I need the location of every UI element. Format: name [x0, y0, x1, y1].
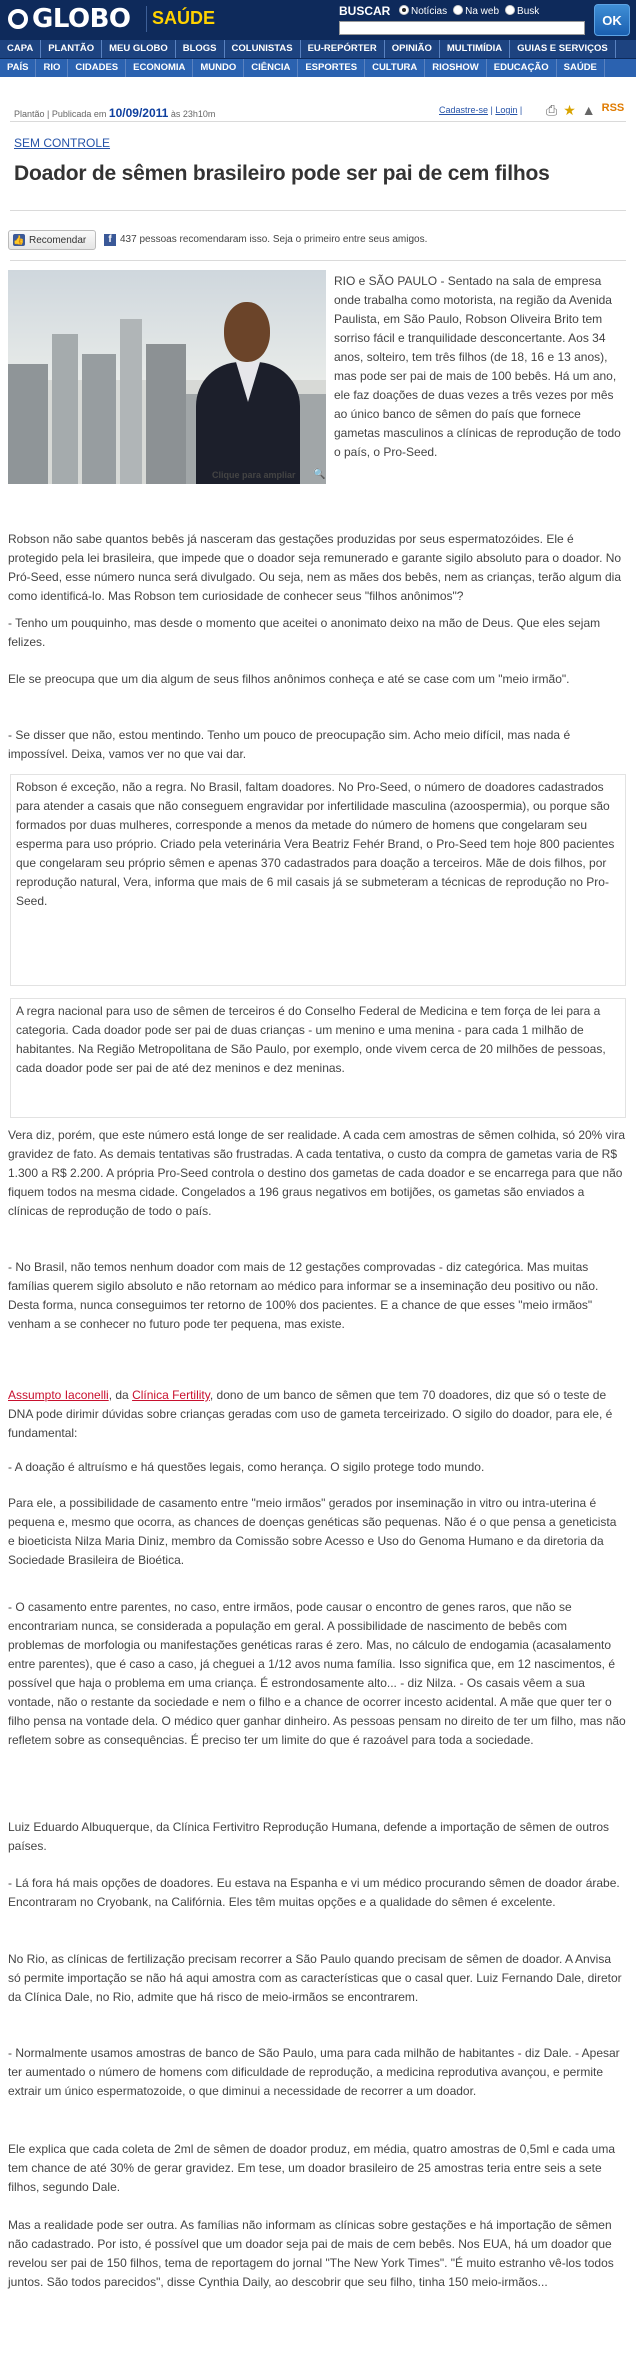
share-icon[interactable]: ▲ — [581, 102, 596, 118]
search-option-busk[interactable]: Busk — [505, 5, 539, 17]
publish-time: às 23h10m — [170, 109, 216, 119]
radio-icon[interactable] — [453, 5, 463, 15]
section-name[interactable]: SAÚDE — [152, 8, 216, 28]
radio-checked-icon[interactable] — [399, 5, 409, 15]
nav-item-ciencia[interactable]: CIÊNCIA — [244, 59, 298, 77]
nav-item-pais[interactable]: PAÍS — [0, 59, 36, 77]
article-kicker[interactable]: SEM CONTROLE — [14, 136, 111, 150]
assumpto-link[interactable]: Assumpto Iaconelli — [8, 1388, 109, 1402]
search-options — [399, 5, 539, 17]
favorite-star-icon[interactable]: ★ — [563, 102, 576, 118]
divider — [10, 121, 626, 122]
body-paragraph: No Rio, as clínicas de fertilização precisam recorrer a São Paulo quando precisam de sêmen de doador. A Anvisa só permite importação se não há aqui amostra com as características que o casal quer. Luiz Fernando Dale, diretor da Clínica Dale, no Rio, admite que há risco de meio-irmãos se encontrarem. — [8, 1952, 622, 2004]
publish-meta — [14, 106, 215, 120]
body-paragraph: - O casamento entre parentes, no caso, entre irmãos, pode causar o encontro de genes raros, que não se encontrariam nunca, se considerada a população em geral. A possibilidade de nascimento de bebês com problemas de morfologia ou manifestações genéticas raras é zero. Mas, no cálculo de endogamia (acasalamento entre parentes), que é caso a caso, já cheguei a 1/12 avos numa família. Isso significa que, em 12 nascimentos, é possível que haja o problema em uma criança. É estrondosamente alto... - diz Nilza. - Os casais vêem a sua vontade, não o restante da sociedade e nem o filho e a chance de ocorrer incesto acidental. A mãe que quer ter o filho pensa na vontade dela. O médico quer ganhar dinheiro. As pessoas pensam no direito de ter um filho, mas não refletem sobre as consequências. É preciso ter um limite do que é razoável para toda a sociedade. — [8, 1600, 626, 1747]
section-divider — [146, 6, 147, 32]
search-option-noticias[interactable]: Notícias — [399, 5, 447, 17]
print-icon[interactable]: ⎙ — [546, 102, 558, 118]
nav-item-colunistas[interactable]: COLUNISTAS — [225, 40, 301, 58]
body-paragraph: Vera diz, porém, que este número está longe de ser realidade. A cada cem amostras de sêmen colhida, só 20% vira gravidez de fato. As demais tentativas são frustradas. A cada tentativa, o custo da compra de gametas varia de R$ 1.300 a R$ 2.200. A própria Pro-Seed controla o destino dos gametas de cada doador e se encarrega para que não fiquem todos na mesma cidade. Congelados a 196 graus negativos em botijões, os gametas são enviados a clínicas de reprodução de todo o país. — [8, 1128, 626, 1218]
article-tools — [546, 102, 624, 119]
nav-item-esportes[interactable]: ESPORTES — [298, 59, 365, 77]
photo-person-head — [224, 302, 270, 362]
site-header — [0, 0, 636, 40]
photo-building — [8, 364, 48, 484]
photo-building — [120, 319, 142, 484]
search-ok-button[interactable]: OK — [594, 4, 630, 36]
nav-item-cultura[interactable]: CULTURA — [365, 59, 425, 77]
login-link[interactable]: Login — [495, 105, 518, 115]
body-paragraph: Para ele, a possibilidade de casamento entre "meio irmãos" gerados por inseminação in vitro ou intra-uterina é pequena e, mesmo que ocorra, as chances de doenças genéticas são pequenas. Não é o que pensa a geneticista e bioeticista Nilza Maria Diniz, membro da Comissão sobre Acesso e Uso do Genoma Humano e da diretoria da Sociedade Brasileira de Bioética. — [8, 1496, 617, 1567]
search-block — [337, 2, 589, 36]
photo-building — [52, 334, 78, 484]
assumpto-text: , dono de um banco de sêmen que tem 70 doadores, diz que só o teste de DNA pode dirimir dúvidas sobre crianças geradas com uso de gameta terceirizado. O sigilo do doador, para ele, é fundamental: — [8, 1388, 613, 1440]
nav-item-economia[interactable]: ECONOMIA — [126, 59, 193, 77]
nav-item-mundo[interactable]: MUNDO — [193, 59, 244, 77]
register-link[interactable]: Cadastre-se — [439, 105, 489, 115]
body-paragraph: - No Brasil, não temos nenhum doador com mais de 12 gestações comprovadas - diz categórica. Mas muitas famílias querem sigilo absoluto e não retornam ao médico para informar se a inseminação deu positivo ou não. Desta forma, nunca conseguimos ter retorno de 100% dos pacientes. E a chance de que esses "meio irmãos" venham a se conhecer no futuro pode ter pequena, mas existe. — [8, 1260, 599, 1331]
site-logo[interactable] — [8, 4, 131, 34]
nav-item-rio[interactable]: RIO — [36, 59, 68, 77]
zoom-icon[interactable]: 🔍 — [313, 469, 326, 480]
recommend-button[interactable] — [8, 230, 96, 250]
search-option-web[interactable]: Na web — [453, 5, 499, 17]
facebook-icon: f — [104, 234, 116, 246]
recommend-count: 437 pessoas recomendaram isso. Seja o primeiro entre seus amigos. — [120, 234, 428, 245]
body-paragraph: Robson não sabe quantos bebês já nasceram das gestações produzidas por seus espermatozóides. Ele é protegido pela lei brasileira, que impede que o doador seja remunerado e garante sigilo absoluto para o doador. No Pró-Seed, esse número nunca será divulgado. Ou seja, nem as mães dos bebês, nem as crianças, terão algum dia como identificá-lo. Mas Robson tem curiosidade de conhecer seus "filhos anônimos"? — [8, 532, 622, 603]
nav-item-guias[interactable]: GUIAS E SERVIÇOS — [510, 40, 616, 58]
nav-item-multimidia[interactable]: MULTIMÍDIA — [440, 40, 510, 58]
body-paragraph: Ele explica que cada coleta de 2ml de sêmen de doador produz, em média, quatro amostras de 0,5ml e cada uma tem chance de até 30% de gerar gravidez. Em tese, um doador brasileiro de 25 amostras teria entre seis a sete filhos, segundo Dale. — [8, 2142, 616, 2194]
primary-nav — [0, 40, 636, 59]
nav-item-educacao[interactable]: EDUCAÇÃO — [487, 59, 557, 77]
thumbs-up-icon: 👍 — [13, 235, 25, 245]
search-input[interactable] — [339, 21, 585, 35]
logo-o-icon — [8, 9, 28, 29]
nav-item-saude[interactable]: SAÚDE — [557, 59, 605, 77]
nav-item-rioshow[interactable]: RIOSHOW — [425, 59, 486, 77]
nav-item-opiniao[interactable]: OPINIÃO — [385, 40, 440, 58]
radio-icon[interactable] — [505, 5, 515, 15]
clinica-fertility-link[interactable]: Clínica Fertility — [132, 1388, 210, 1402]
nav-item-eu-reporter[interactable]: EU-REPÓRTER — [301, 40, 385, 58]
body-paragraph: Ele se preocupa que um dia algum de seus filhos anônimos conheça e até se case com um "meio irmão". — [8, 672, 570, 686]
divider — [10, 260, 626, 261]
divider — [10, 210, 626, 211]
nav-item-plantao[interactable]: PLANTÃO — [41, 40, 102, 58]
nav-item-cidades[interactable]: CIDADES — [68, 59, 126, 77]
secondary-nav — [0, 59, 636, 77]
meta-prefix: Plantão | Publicada em — [14, 109, 107, 119]
nav-item-meu-globo[interactable]: MEU GLOBO — [102, 40, 176, 58]
photo-caption[interactable]: Clique para ampliar — [212, 470, 296, 480]
account-links: Cadastre-se | Login | — [439, 105, 523, 115]
body-paragraph: - Normalmente usamos amostras de banco de São Paulo, uma para cada milhão de habitantes - diz Dale. - Apesar ter aumentado o número de homens com dificuldade de reprodução, a medicina reprodutiva avançou, e permite extrair um único espermatozoide, o que diminui a necessidade de recorrer a um doador. — [8, 2046, 620, 2098]
intro-paragraph: RIO e SÃO PAULO - Sentado na sala de empresa onde trabalha como motorista, na região da Avenida Paulista, em São Paulo, Robson Oliveira Brito tem sorriso fácil e tranquilidade desconcertante. Aos 34 anos, solteiro, tem três filhos (de 18, 16 e 13 anos), mas pode ser pai de mais de 100 bebês. Há um ano, ele faz doações de duas vezes a três vezes por mês ao único banco de sêmen do país que fornece gametas masculinos a clínicas de reprodução de todo o país, o Pro-Seed. — [334, 274, 621, 459]
article-headline: Doador de sêmen brasileiro pode ser pai de cem filhos — [14, 162, 550, 185]
body-paragraph: Luiz Eduardo Albuquerque, da Clínica Fertivitro Reprodução Humana, defende a importação de sêmen de outros países. — [8, 1820, 610, 1853]
search-label: BUSCAR — [339, 4, 391, 18]
body-paragraph: Mas a realidade pode ser outra. As famílias não informam as clínicas sobre gestações e há importação de sêmen não cadastrado. Por isto, é possível que um doador seja pai de mais de cem bebês. Nos EUA, há um doador que revelou ser pai de 150 filhos, tema de reportagem do jornal "The New York Times". "É muito estranho vê-los todos juntos. São todos parecidos", disse Cynthia Daily, ao descobrir que seu filho, tinha 150 meio-irmãos... — [8, 2218, 614, 2289]
body-paragraph: - A doação é altruísmo e há questões legais, como herança. O sigilo protege todo mundo. — [8, 1460, 485, 1474]
logo-text: GLOBO — [32, 4, 131, 34]
photo-building — [146, 344, 186, 484]
rss-icon[interactable]: RSS — [601, 102, 625, 114]
article-photo[interactable] — [8, 270, 326, 484]
boxed-paragraph: Robson é exceção, não a regra. No Brasil, faltam doadores. No Pro-Seed, o número de doadores cadastrados para atender a casais que não conseguem engravidar por infertilidade masculina (azoospermia), ou porque são formados por duas mulheres, corresponde a menos da metade do número de homens que congelaram seu esperma para uso próprio. Criado pela veterinária Vera Beatriz Fehér Brand, o Pro-Seed tem hoje 800 pacientes que congelaram seu próprio sêmen e apenas 370 cadastrados para doação a terceiros. Mãe de dois filhos, por reprodução natural, Vera, informa que mais de 6 mil casais já se submeteram a técnicas de reprodução no Pro-Seed. — [16, 780, 615, 908]
photo-building — [82, 354, 116, 484]
body-paragraph: Assumpto Iaconelli, da Clínica Fertility, dono de um banco de sêmen que tem 70 doadores, diz que só o teste de DNA pode dirimir dúvidas sobre crianças geradas com uso de gameta terceirizado. O sigilo do doador, para ele, é fundamental: — [8, 1388, 613, 1440]
nav-item-blogs[interactable]: BLOGS — [176, 40, 225, 58]
boxed-paragraph: A regra nacional para uso de sêmen de terceiros é do Conselho Federal de Medicina e tem força de lei para a categoria. Cada doador pode ser pai de duas crianças - um menino e uma menina - para cada 1 milhão de habitantes. Na Região Metropolitana de São Paulo, por exemplo, onde vivem cerca de 20 milhões de pessoas, cada doador pode ser pai de até dez meninos e dez meninas. — [16, 1004, 606, 1075]
body-paragraph: - Tenho um pouquinho, mas desde o momento que aceitei o anonimato deixo na mão de Deus. Que eles sejam felizes. — [8, 616, 601, 649]
body-paragraph: - Se disser que não, estou mentindo. Tenho um pouco de preocupação sim. Acho meio difícil, mas nada é impossível. Deixa, vamos ver no que vai dar. — [8, 728, 571, 761]
publish-date: 10/09/2011 — [108, 106, 169, 120]
body-paragraph: - Lá fora há mais opções de doadores. Eu estava na Espanha e vi um médico procurando sêmen de doador árabe. Encontraram no Cryobank, na Califórnia. Eles têm muitas opções e a qualidade do sêmen é excelente. — [8, 1876, 620, 1909]
nav-item-capa[interactable]: CAPA — [0, 40, 41, 58]
recommend-label: Recomendar — [29, 234, 87, 246]
